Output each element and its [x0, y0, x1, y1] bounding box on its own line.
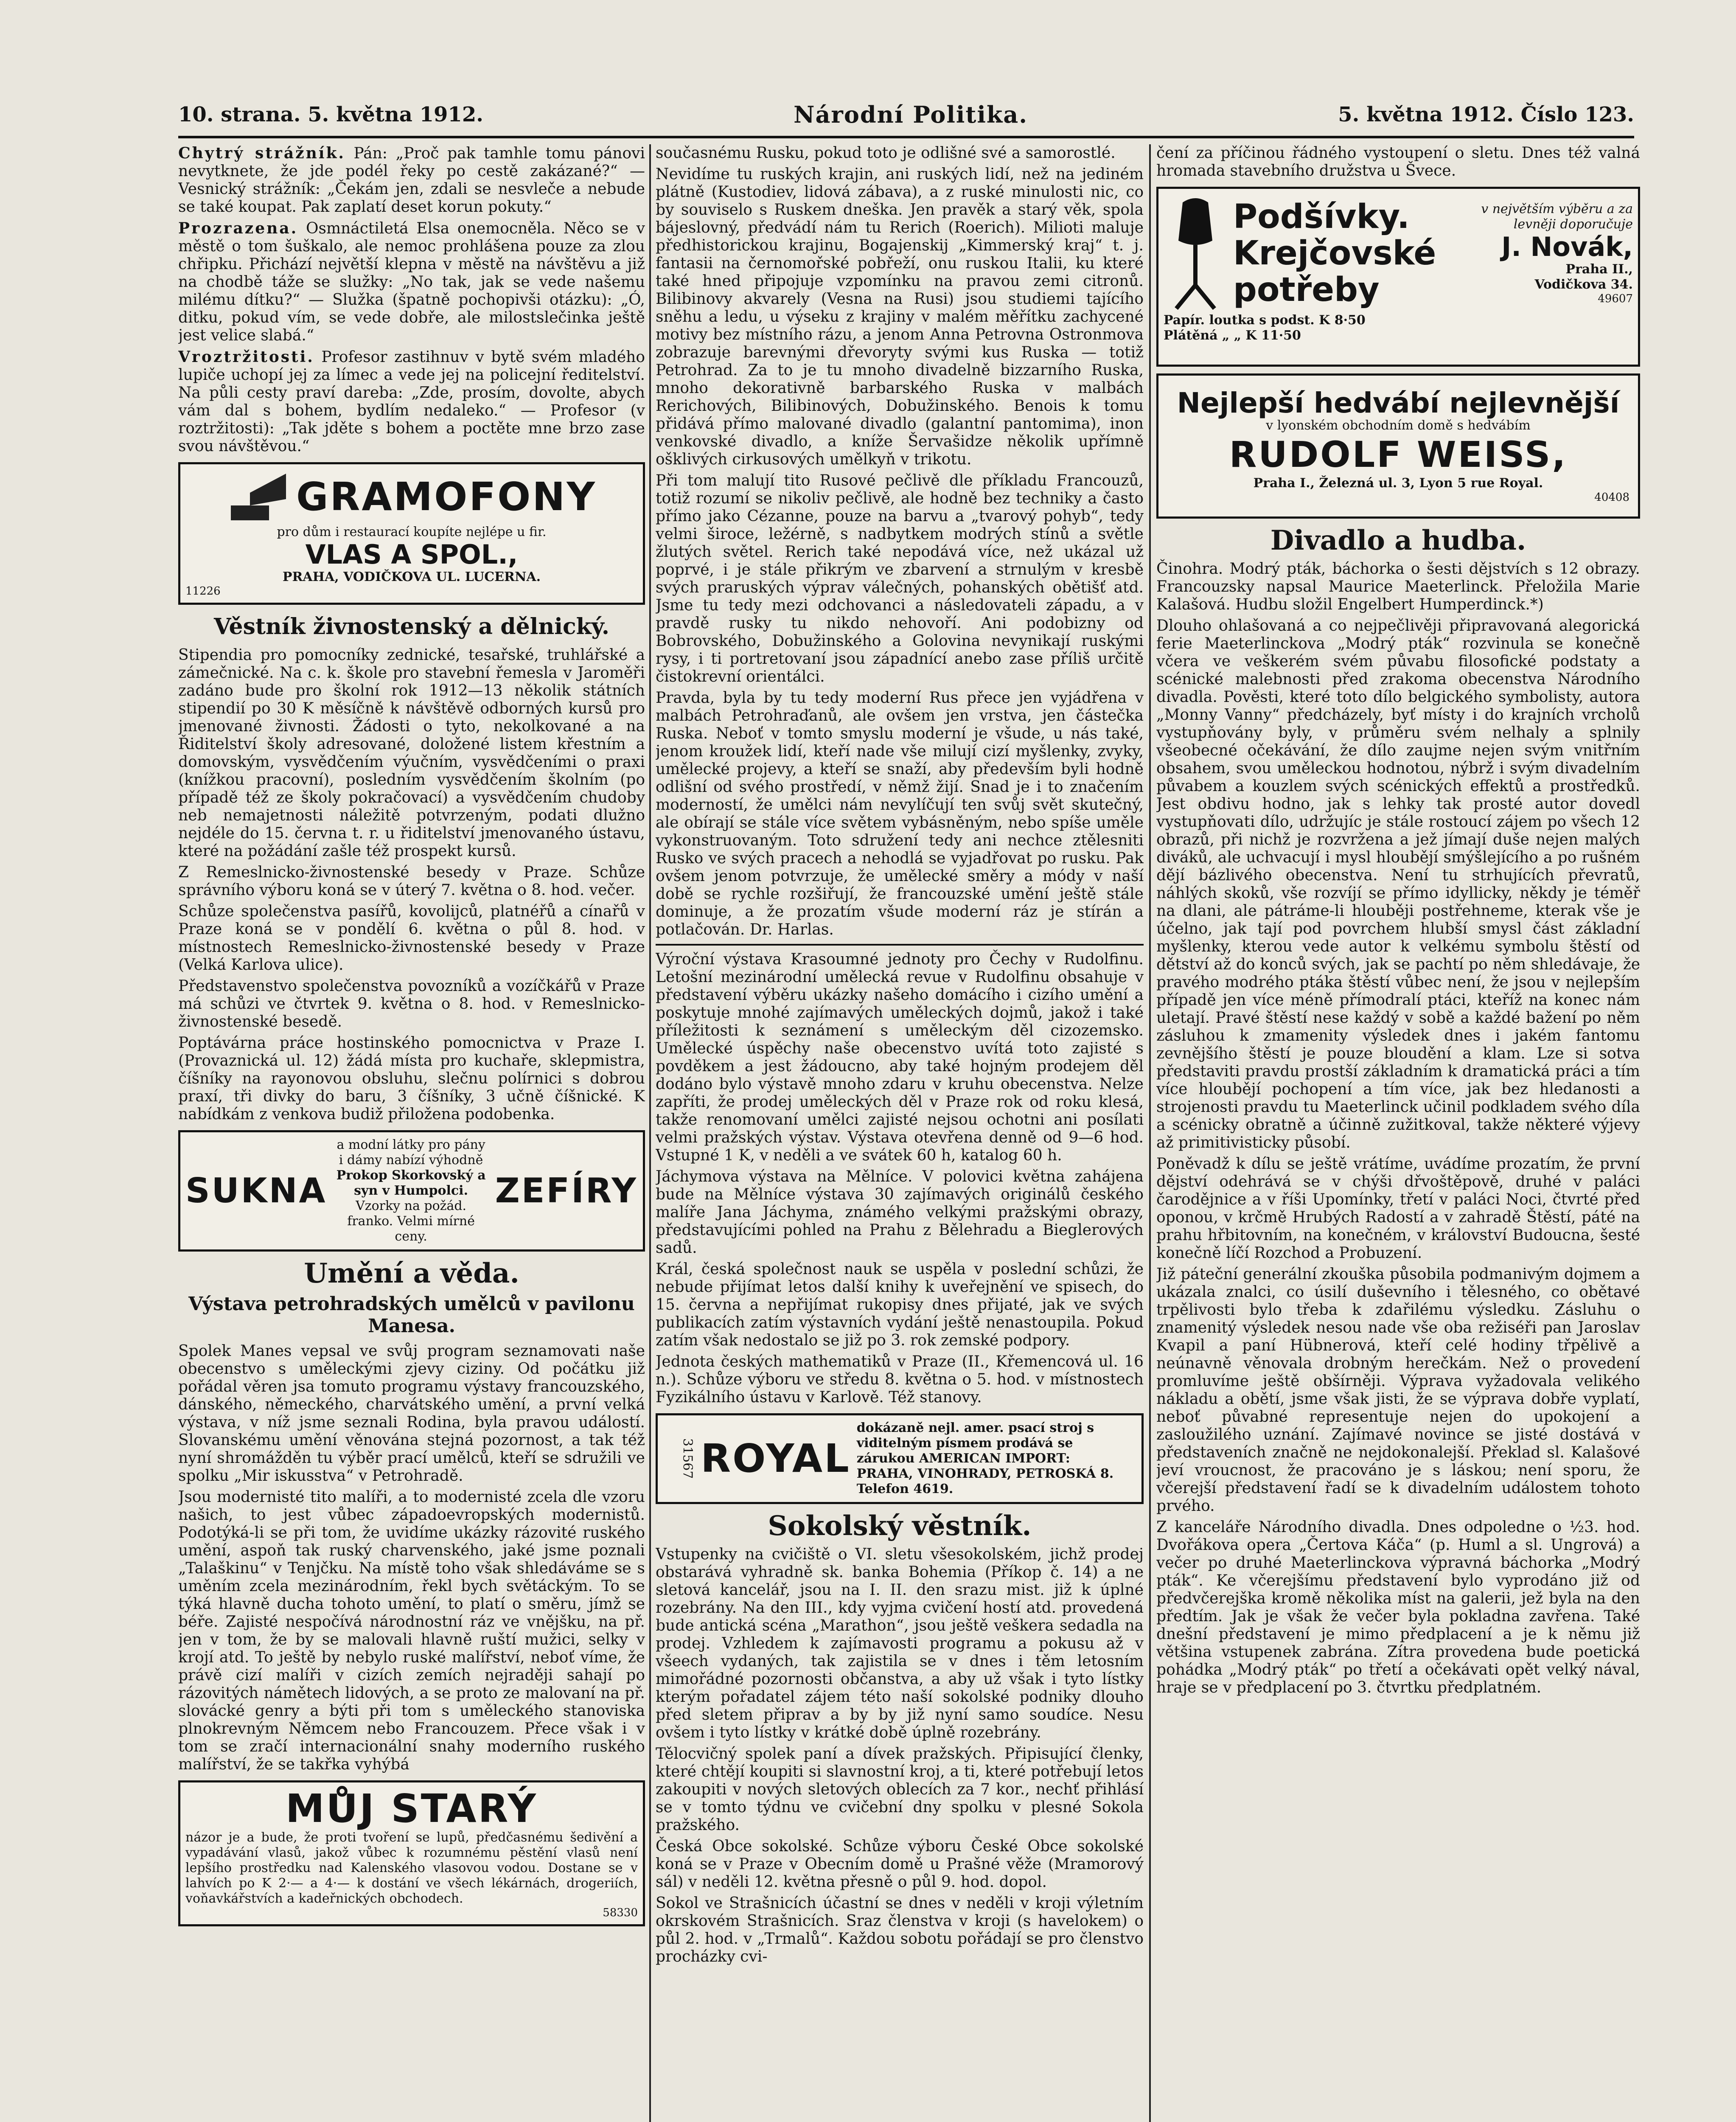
- sokol-item: čení za příčinou řádného vystoupení o sletu. Dnes též valná hromada stavebního družstva u Švece.: [1156, 144, 1640, 180]
- ad-gramofony: GRAMOFONY pro dům i restaurací koupíte nejlépe u fir. VLAS A SPOL., PRAHA, VODIČKOVA UL. LUCERNA. 11226: [178, 462, 645, 605]
- article-prozrazena: Prozrazena. Osmnáctiletá Elsa onemocněla. Něco se v městě o tom šuškalo, ale nemoc prohlášena pouze za zlou chřipku. Přichází největší klepna v městě na návštěvu a již na chodbě táže se služky: „No tak, jak se vede našemu milému dítku?“ — Služka (špatně pochopivši otázku): „Ó, ditku, pokud vím, se vede dobře, ale milostslečinka ještě jest velice slabá.“: [178, 219, 645, 344]
- divider: [656, 944, 1144, 946]
- header-right: 5. května 1912. Číslo 123.: [1338, 103, 1634, 126]
- sokol-title: Sokolský věstník.: [768, 1510, 1032, 1542]
- sokol-item: Česká Obce sokolské. Schůze výboru České Obce sokolské koná se v Praze v Obecním domě u Prašné věže (Mramorový sál) v neděli 12. května přesně o půl 9. hod. dopol.: [656, 1838, 1144, 1891]
- vestnik-item: Stipendia pro pomocníky zednické, tesařské, truhlářské a zámečnické. Na c. k. škole pro stavební řemesla v Jaroměři zadáno bude pro školní rok 1912—13 několik státních stipendií po 30 K měsíčně k návštěvě odborných kursů pro jmenované živnosti. Žádosti o tyto, nekolkované a na Řiditelství školy adresované, doložené listem křestním a domovským, vysvědčením výučním, vysvědčeními o praxi (knížkou pracovní), posledním vysvědčením školním (po případě též ze školy pokračovací) a vysvědčením chudoby neb nemajetnosti náležitě potvrzeným, podati dlužno nejdéle do 15. června t. r. u řiditelství jmenovaného ústavu, které na požádání zašle též prospekt kursů.: [178, 646, 645, 860]
- news-item: Král, česká společnost nauk se uspěla v poslední schůzi, že nebude přijímat letos další knihy k uveřejnění ve spisech, do 15. června a nepřijímat rukopisy dnes přijaté, jak ve svých publikacích zatím výstavních vydání ještě nenastoupila. Pokud zatím však nedostalo se již po 3. rok zemské podpory.: [656, 1260, 1144, 1349]
- umeni-paragraph: Při tom malují tito Rusové pečlivě dle příkladu Francouzů, totiž rozumí se nikoliv pečlivě, ale hodně bez techniky a často přímo jako Cézanne, pouze na barvu a „tvarový pohyb“, tedy velmi široce, ležérně, s nadbytkem modrých stínů a světle žlutých světel. Rerich také nepodává více, než ukázal už poprvé, i je stále přikrým ve zbarvení a strnulým v kresbě svých praruských výprav válečných, pohanských obětišť atd. Jsme tu tedy mezi odchovanci a následovateli západu, a v pravdě rusky tu nikdo nehovoří. Ani podobizny od Bobrovského, Dobužinského a Golovina nevynikají ruskými rysy, i ti portretovaní jsou západnící anebo zase příliš určitě čistokrevní orientálci.: [656, 472, 1144, 685]
- divadlo-paragraph: Poněvadž k dílu se ještě vrátíme, uvádíme prozatím, že první dějství odehrává se v chýši dřvoštěpově, druhé v paláci čarodějnice a v říši Upomínky, třetí v paláci Noci, čtvrté před oponou, v krčmě Hrubých Radostí a v zahradě Štěstí, páté na prahu hřbitovním, na konečném, v království Budoucna, šesté konečně líčí Rozchod a Probuzení.: [1156, 1155, 1640, 1262]
- ad-rudolf-weiss: Nejlepší hedvábí nejlevnější v lyonském obchodním domě s hedvábím RUDOLF WEISS, Praha I., Železná ul. 3, Lyon 5 rue Royal. 40408: [1156, 373, 1640, 519]
- gramophone-icon: [227, 469, 290, 525]
- article-chytry-straznik: Chytrý strážník. Pán: „Proč pak tamhle tomu pánovi nevytknete, že jde podél řeky po cestě zakázané?“ — Vesnický strážník: „Čekám jen, zdali se nesvleče a nebude se také koupat. Pak zaplatí deset korun pokuty.“: [178, 144, 645, 216]
- umeni-subtitle: Výstava petrohradských umělců v pavilonu Manesa.: [188, 1293, 635, 1337]
- umeni-title: Umění a věda.: [304, 1257, 519, 1289]
- sokol-item: Vstupenky na cvičiště o VI. sletu všesokolském, jichž prodej obstarává vyhradně sk. banka Bohemia (Příkop č. 14) a ne sletová kancelář, jsou na I. II. den srazu mist. již k úplné rozebrány. Na den III., kdy vyjma cvičení hostí atd. provedená bude antická scéna „Marathon“, jsou ještě veškera sedadla na prodej. Vzhledem k zajímavosti programu a pokusu až v všeech vydaných, tak zajistila se v dnes i těm letosním mimořádné pozornosti občanstva, a aby už však i tyto lístky kterým pořadatel zájem této naší sokolské podniky dlouho před sletem připrav a by by již nyní samo soudíce. Nesu ovšem i tyto lístky v krátké době úplně rozebrány.: [656, 1546, 1144, 1741]
- column-3: [1156, 144, 1640, 2122]
- vestnik-item: Z Remeslnicko-živnostenské besedy v Praze. Schůze správního výboru koná se v úterý 7. května o 8. hod. večer.: [178, 864, 645, 899]
- umeni-paragraph: Jsou modernisté tito malíři, a to modernisté zcela dle vzoru našich, to jest vůbec západoevropských modernistů. Podotýká-li se při tom, že uvidíme ukázky rázovité ruského umění, aspoň tak ruský charvenského, jaké jsme poznali „Talaškinu“ v Tenjčku. Na místě toho však shledáváme se s uměním zcela mezinárodním, řekl bych světáckým. To se týká hlavně ducha tohoto umění, to platí o směru, jímž se béře. Zajisté nespočívá národnostní ráz ve vnějšku, na př. jen v tom, že by se malovali hlavně ruští mužici, selky v krojí atd. To ještě by nebylo ruské malířství, neboť víme, že právě cizí malíři v cizích zemích nejraději sahají po rázovitých námětech lidových, a se proto ze malovaní na př. slovácké genry a býti při tom s uměleckého stanoviska plnokrevným Němcem nebo Francouzem. Přece však i v tom se zračí internacionální snahy moderního ruského malířství, že se takřka vyhýbá: [178, 1488, 645, 1773]
- vestnik-item: Představenstvo společenstva povozníků a vozíčkářů v Praze má schůzi ve čtvrtek 9. května o 8. hod. v Remeslnicko-živnostenské besedě.: [178, 977, 645, 1030]
- dress-form-icon: [1164, 194, 1227, 313]
- divadlo-paragraph: Z kanceláře Národního divadla. Dnes odpoledne o ½3. hod. Dvořákova opera „Čertova Káča“ (p. Huml a sl. Ungrová) a večer po druhé Maeterlinckova výpravná báchorka „Modrý pták“. Ke včerejšímu představení bylo vyprodáno již od předvčerejška kromě několika míst na galerii, jež byla na den předtím. Jak je však že večer byla pokladna zavřena. Také dnešní představení je mimo předplacení a je k němu již většina vstupenek zabrána. Zítra provedena bude poetická pohádka „Modrý pták“ po třetí a očekávati opět velký nával, hraje se v předplacení po 3. čtvrtku předplatném.: [1156, 1519, 1640, 1696]
- news-item: Výroční výstava Krasoumné jednoty pro Čechy v Rudolfinu. Letošní mezinárodní umělecká revue v Rudolfinu obsahuje v představení výběru ukázky našeho domácího i cizího umění a poskytuje mnohé zajímavých uměleckých dojmů, jakož i také příležitosti k seznámení s uměleckým děl cizozemsko. Umělecké úspěchy naše obecenstvo uvítá toto zajisté s povděkem a jest žádoucno, aby také hojným prodejem děl dodáno bylo výstavě mnoho zdaru v kruhu obecenstva. Nelze zapříti, že prodej uměleckých děl v Praze rok od roku klesá, takže renomovaní umělci zajisté nejsou ochotni ani posílati velmi pražských výstav. Výstava otevřena denně od 9—6 hod. Vstupné 1 K, v neděli a ve svátek 60 h, katalog 60 h.: [656, 951, 1144, 1164]
- page-header: [178, 102, 1634, 138]
- divadlo-paragraph: Dlouho ohlašovaná a co nejpečlivěji připravovaná alegorická ferie Maeterlinckova „Modrý pták“ rozvinula se konečně včera ve veškerém svém půvabu filosofické podstaty a scénické malebnosti před zrakoma obecenstva Národního divadla. Pověsti, které toto dílo belgického symbolisty, autora „Monny Vanny“ předcházely, byť místy i do krajních vrcholů vystupňovány byly, v průměru svém nelhaly a splnily všeobecné očekávání, že dílo zaujme nejen svým vnitřním obsahem, svou uměleckou hodnotou, nýbrž i svým divadelním půvabem a kouzlem svých scénických effektů a prostředků. Jest obdivu hodno, jak s lehky tak prosté autor dovedl vystupňovati dílo, udržujíc je stále rostoucí zájem po všech 12 obrazů, při nichž je rozvržena a jež jímají duše nejen malých diváků, ale uchvacují i mysl hloubějí smýšlejícího a po rušném dějí bázlivého obecenstva. Není tu strhujících převratů, náhlých skoků, vše rozvíjí se přímo idyllicky, někdy je téměř na dlani, ale pátráme-li hlouběji postřehneme, kterak vše je účelno, jak tají pod povrchem hlubší smysl část základní myšlenky, kterou vede autor k velkému symbolu štěstí od dětství až do konců svých, jak se pachtí po něm shledávaje, že pravého modrého ptáka štěstí vůbec není, že jsou v nejlepším případě jen více méně přímodralí ptáci, kteříž na konec nám uletají. Pravé štěstí nese každý v sobě a každé bažení po něm zásluhou k zmamenity výsledek dnes i jakém fantomu zevnějšího štěstí je pouze bloudění a klam. Lze si sotva představiti pravdu prostší základním k dramatická práci a tím více hloubějí pochopení a tím více, jak bez hledanosti a strojenosti pravdu tu Maeterlinck učinil podkladem svého díla a scénicky obratně a účinně zužitkoval, takže některé výjevy až primitivisticky působí.: [1156, 617, 1640, 1151]
- ad-podsivky: Podšívky. Krejčovské potřeby v největším výběru a za levněji doporučuje J. Novák, Praha II., Vodičkova 34. 49607 Papír. loutka s podst. K 8·50 Plátěná „ „ K 11·50: [1156, 187, 1640, 367]
- column-rule: [1149, 144, 1151, 2122]
- vestnik-item: Poptávárna práce hostinského pomocnictva v Praze I. (Provaznická ul. 12) žádá místa pro kuchaře, sklepmistra, číšníky na rayonovou obsluhu, slečnu polírnici s dobrou praxí, tři divky do baru, 3 číšníky, 3 učně číšnické. K nabídkám z venkova budiž přiložena podobenka.: [178, 1034, 645, 1123]
- column-rule: [649, 144, 651, 2122]
- umeni-paragraph: Spolek Manes vepsal ve svůj program seznamovati naše obecenstvo s uměleckými zjevy ciziny. Od počátku již pořádal věren jsa tomuto programu výstavy francouzského, dánského, německého, charvátského umění, a první velká výstava, v níž jsme seznali Rodina, byla pravou událostí. Slovanskému umění věnována stejná pozornost, a tak též nyní shromážděn tu výběr prací umělců, kteří se sdružili ve spolku „Mir iskusstva“ v Petrohradě.: [178, 1342, 645, 1485]
- umeni-paragraph: Pravda, byla by tu tedy moderní Rus přece jen vyjádřena v malbách Petrohraďanů, ale ovšem jen vrstva, jen částečka Ruska. Neboť v tomto smyslu moderní je všude, u nás také, jenom kroužek lidí, kteří nade vše milují cizí myšlenky, zvyky, umělecké projevy, a kteří se snaží, aby především byli hodně odlišní od svého prostředí, v němž žijí. Snad je i to značením moderností, že umělci nám nevylíčují ten svůj svět skutečný, ale obírají se stále více světem vybásněným, nebo spíše uměle vykonstruovaným. Toto sdružení tedy ani nechce ztělesniti Rusko ve svých pracech a nehodlá se vyjadřovat po rusku. Pak ovšem jenom potvrzuje, že umělecké směry a módy v naší době se rychle rozšiřují, že francouzské umění ještě stále dominuje, a že prozatím všude moderní ráz je stírán a potlačován. Dr. Harlas.: [656, 689, 1144, 938]
- divadlo-title: Divadlo a hudba.: [1270, 525, 1526, 556]
- umeni-paragraph: Nevidíme tu ruských krajin, ani ruských lidí, než na jediném plátně (Kustodiev, lidová zábava), a z ruské minulosti nic, co by souviselo s Ruskem dneška. Jen pravěk a starý věk, spola bájeslovný, předvádí nám tu Rerich (Roerich). Milioti maluje předhistorickou krajinu, Bogajenskij „Kimmerský kraj“ t. j. fantasii na černomořské pobřeží, onu ruskou Italii, ku které také hned připojuje vzpomínku na pravou zemi citronů. Bilibinovy akvarely (Vesna na Rusi) jsou studiemi tajícího sněhu a ledu, u výseku z krajiny v malém měřítku zachycené motivy bez místního rázu, a jenom Anna Petrovna Ostronmova zobrazuje barevnými dřevoryty svými kus Ruska — totiž Petrohrad. Za to je tu mnoho divadelně bizzarního Ruska, mnoho dekorativně barbarského Ruska v malbách Rerichových, Bilibinových, Dobužinského. Benois k tomu přidává přímo malované divadlo (galantní pantomima), inon venkovské divadlo, a kníže Šervašidze několik upřímně ošklivých cirkusových umělkyň v trikotu.: [656, 166, 1144, 468]
- column-2: [656, 144, 1144, 2122]
- divadlo-paragraph: Již páteční generální zkouška působila podmanivým dojmem a ukázala znalci, co úsilí duševního i tělesného, co obětavé trpělivosti bylo třeba k zdařilému výsledku. Zásluhu o znamenitý výsledek nesou nade vše oba režiséři pan Jaroslav Kvapil a paní Hübnerová, kteří celé hodiny třpělivě a neúnavně věnovala drobným herečkám. Než o provedení promluvíme ještě obšírněji. Výprava vyžadovala velikého nákladu a obětí, jsme však jisti, že se výprava dobře vyplatí, neboť půvabné representuje nejen do upokojení a zasloužilého uznání. Zajímavé novince se jisté dostává v představeních značně ne nejdokonalejší. Překlad sl. Kalašové jeví vroucnost, že pracováno je s láskou; není sporu, že včerejší představení řadí se k divadelním událostem tohoto prvého.: [1156, 1266, 1640, 1515]
- sokol-item: Tělocvičný spolek paní a dívek pražských. Připisující členky, které chtějí koupiti si slavnostní kroj, a ti, které potřebují letos zakoupiti v nových sletových oblecích za 7 kor., nechť přihlásí se v tomto týdnu ve cvičební dny spolku v plesné Sokola pražského.: [656, 1745, 1144, 1834]
- article-vroztrzitosti: Vroztržitosti. Profesor zastihnuv v bytě svém mladého lupiče uchopí jej za límec a vede jej na policejní ředitelství. Na půli cesty praví dareba: „Zde, prosím, dovolte, abych vám dal s bohem, bydlím nedaleko.“ — Profesor (v roztržitosti): „Tak jděte s bohem a poctěte mne brzo zase svou návštěvou.“: [178, 348, 645, 455]
- vestnik-title: Věstník živnostenský a dělnický.: [213, 614, 610, 640]
- ad-sukna-zefiry: SUKNA a modní látky pro pány i dámy nabízí výhodně Prokop Skorkovský a syn v Humpolci. Vzorky na požád. franko. Velmi mírné ceny. ZEFÍRY: [178, 1130, 645, 1252]
- divadlo-paragraph: Činohra. Modrý pták, báchorka o šesti dějstvích s 12 obrazy. Francouzsky napsal Maurice Maeterlinck. Přeložila Marie Kalašová. Hudbu složil Engelbert Humperdinck.*): [1156, 560, 1640, 613]
- vestnik-item: Schůze společenstva pasířů, kovolijců, platnéřů a cínařů v Praze koná se v pondělí 6. května o půl 8. hod. v místnostech Remeslnicko-živnostenské besedy v Praze (Velká Karlova ulice).: [178, 903, 645, 974]
- umeni-paragraph: současnému Rusku, pokud toto je odlišné své a samorostlé.: [656, 144, 1116, 162]
- ad-muj-stary: MŮJ STARÝ názor je a bude, že proti tvoření se lupů, předčasnému šedivění a vypadávání vlasů, jakož vůbec k rozumnému pěstění vlasů není lepšího prostředku nad Kalenského vlasovou vodou. Dostane se v lahvích po K 2·— a 4·— k dostání ve všech lékárnách, drogeriích, voňavkářstvích a kadeřnických obchodech. 58330: [178, 1780, 645, 1926]
- news-item: Jáchymova výstava na Mělníce. V polovici května zahájena bude na Mělníce výstava 30 zajímavých originálů českého malíře Jana Jáchyma, známého velkými pražskými obrazy, představujícími pohled na Prahu z Bělehradu a Bieglerových sadů.: [656, 1168, 1144, 1257]
- news-item: Jednota českých mathematiků v Praze (II., Křemencová ul. 16 n.). Schůze výboru ve středu 8. května o 5. hod. v místnostech Fyzikálního ústavu v Karlově. Též stanovy.: [656, 1353, 1144, 1406]
- masthead: Národní Politika.: [794, 101, 1028, 128]
- ad-royal: 31567 ROYAL dokázaně nejl. amer. psací stroj s viditelným písmem prodává se zárukou AMERICAN IMPORT: PRAHA, VINOHRADY, PETROSKÁ 8. Telefon 4619.: [656, 1413, 1144, 1504]
- header-left: 10. strana. 5. května 1912.: [178, 103, 483, 126]
- column-1: [178, 144, 645, 2122]
- sokol-item: Sokol ve Strašnicích účastní se dnes v neděli v kroji výletním okrskovém Strašnicích. Sraz členstva v kroji (s havelokem) o půl 2. hod. v „Trmalů“. Každou sobotu pořádají se pro členstvo procházky cvi-: [656, 1895, 1144, 1965]
